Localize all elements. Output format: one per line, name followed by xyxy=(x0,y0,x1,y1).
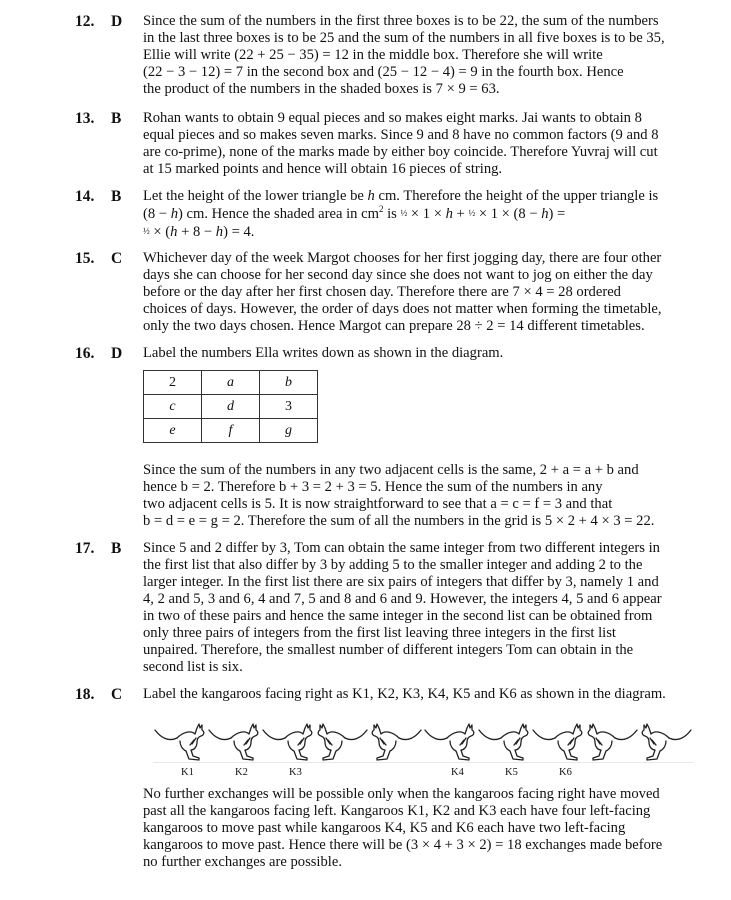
question-number: 18. xyxy=(75,686,95,703)
text-line: Since 5 and 2 differ by 3, Tom can obtain the same integer from two different integers in xyxy=(143,540,660,556)
variable-h: h xyxy=(367,188,375,204)
kangaroo-left-icon xyxy=(585,720,639,762)
question-number: 15. xyxy=(75,250,95,267)
answer-letter: C xyxy=(111,686,123,703)
grid-cell: e xyxy=(144,419,202,443)
question-number: 14. xyxy=(75,188,95,205)
solution-text xyxy=(143,250,693,335)
text-line: the product of the numbers in the shaded boxes is 7 × 9 = 63. xyxy=(143,81,500,97)
text-line: hence b = 2. Therefore b + 3 = 2 + 3 = 5. Hence the sum of the numbers in any xyxy=(143,479,603,495)
text-fragment: × 1 × xyxy=(407,206,446,222)
answer-letter: B xyxy=(111,188,122,205)
solution-text xyxy=(143,786,693,871)
answer-letter: B xyxy=(111,540,122,557)
text-line xyxy=(143,188,693,205)
text-line: unpaired. Therefore, the smallest number of different integers Tom can obtain in the xyxy=(143,642,634,658)
kangaroo-right-icon xyxy=(531,720,585,762)
text-line: Since the sum of the numbers in the first three boxes is to be 22, the sum of the numbers xyxy=(143,13,659,29)
variable-h: h xyxy=(541,206,549,222)
variable-h: h xyxy=(215,224,224,240)
text-fragment: × ( xyxy=(149,224,171,240)
text-line: equal pieces and so makes seven marks. Since 9 and 8 have no common factors (9 and 8 xyxy=(143,127,659,143)
answer-letter: D xyxy=(111,345,123,362)
kangaroo-left-icon xyxy=(315,720,369,762)
solution-text xyxy=(143,345,693,362)
intro-line: Label the kangaroos facing right as K1, K2, K3, K4, K5 and K6 as shown in the diagram. xyxy=(143,686,666,702)
text-line: choices of days. However, the order of days does not matter when forming the timetable, xyxy=(143,301,662,317)
text-line xyxy=(143,223,693,241)
grid-cell: b xyxy=(260,371,318,395)
text-line: two adjacent cells is 5. It is now straightforward to see that a = c = f = 3 and that xyxy=(143,496,613,512)
grid-cell: a xyxy=(202,371,260,395)
grid-cell: 2 xyxy=(144,371,202,395)
question-number: 16. xyxy=(75,345,95,362)
text-fragment: is xyxy=(383,206,401,222)
answer-letter: C xyxy=(111,250,123,267)
superscript: 2 xyxy=(378,204,384,215)
text-fragment: (8 − xyxy=(143,206,171,222)
kangaroo-right-icon xyxy=(423,720,477,762)
grid-cell: g xyxy=(260,419,318,443)
solution-text xyxy=(143,540,693,676)
grid-row xyxy=(144,419,318,443)
grid-cell: 3 xyxy=(260,395,318,419)
question-number: 17. xyxy=(75,540,95,557)
kangaroo-label: K6 xyxy=(559,767,572,778)
kangaroo-left-icon xyxy=(369,720,423,762)
kangaroo-right-icon xyxy=(261,720,315,762)
text-line: Since the sum of the numbers in any two adjacent cells is the same, 2 + a = a + b and xyxy=(143,462,639,478)
text-line: kangaroos to move past. Hence there will be (3 × 4 + 3 × 2) = 18 exchanges made before xyxy=(143,837,663,853)
fraction-half: ½ xyxy=(400,208,408,218)
text-fragment: × 1 × (8 − xyxy=(475,206,542,222)
fraction-half: ½ xyxy=(468,208,476,218)
text-line: No further exchanges will be possible only when the kangaroos facing right have moved xyxy=(143,786,660,802)
solution-text xyxy=(143,13,693,98)
grid-row xyxy=(144,395,318,419)
kangaroo-label: K3 xyxy=(289,767,302,778)
text-line: in two of these pairs and hence the same integer in the second list can be obtained from xyxy=(143,608,653,624)
text-line: at 15 marked points and hence will obtain 16 pieces of string. xyxy=(143,161,503,177)
grid-cell: f xyxy=(202,419,260,443)
text-line: b = d = e = g = 2. Therefore the sum of all the numbers in the grid is 5 × 2 + 4 × 3 = 22. xyxy=(143,513,655,529)
text-fragment: cm. Therefore the height of the upper triangle is xyxy=(374,188,659,204)
grid-cell: d xyxy=(202,395,260,419)
text-line xyxy=(143,205,693,223)
variable-h: h xyxy=(170,224,178,240)
text-line: the first list that also differ by 3 by adding 5 to the smaller integer and adding 2 to the xyxy=(143,557,643,573)
kangaroo-right-icon xyxy=(207,720,261,762)
text-line: in the last three boxes is to be 25 and the sum of the numbers in all five boxes is to be 35, xyxy=(143,30,665,46)
text-line: before or the day after her first chosen day. Therefore there are 7 × 4 = 28 ordered xyxy=(143,284,621,300)
text-line: are co-prime), none of the marks made by either boy coincide. Therefore Yuvraj will cut xyxy=(143,144,658,160)
text-line: days she can choose for her second day since she does not want to jog on either the day xyxy=(143,267,653,283)
fraction-half: ½ xyxy=(143,226,150,236)
text-line: kangaroos to move past while kangaroos K4, K5 and K6 each have two left-facing xyxy=(143,820,626,836)
label-grid xyxy=(143,370,318,443)
solution-text xyxy=(143,462,693,530)
text-line: second list is six. xyxy=(143,659,243,675)
variable-h: h xyxy=(170,206,178,222)
text-line: Whichever day of the week Margot chooses for her first jogging day, there are four other xyxy=(143,250,662,266)
text-line: 4, 2 and 5, 3 and 6, 4 and 7, 5 and 8 and 6 and 9. However, the integers 4, 5 and 6 appear xyxy=(143,591,662,607)
question-number: 13. xyxy=(75,110,95,127)
text-fragment: ) = xyxy=(548,206,566,222)
kangaroo-label: K4 xyxy=(451,767,464,778)
text-line: only the two days chosen. Hence Margot can prepare 28 ÷ 2 = 14 different timetables. xyxy=(143,318,645,334)
solution-text xyxy=(143,110,693,178)
text-line: past all the kangaroos facing left. Kangaroos K1, K2 and K3 each have four left-facing xyxy=(143,803,651,819)
text-line: larger integer. In the first list there are six pairs of integers that differ by 3, namely 1 and xyxy=(143,574,659,590)
kangaroo-label: K1 xyxy=(181,767,194,778)
text-line: Rohan wants to obtain 9 equal pieces and so makes eight marks. Jai wants to obtain 8 xyxy=(143,110,642,126)
text-line: Ellie will write (22 + 25 − 35) = 12 in the middle box. Therefore she will write xyxy=(143,47,603,63)
solution-text xyxy=(143,188,693,241)
intro-line: Label the numbers Ella writes down as shown in the diagram. xyxy=(143,345,504,361)
text-fragment: ) = 4. xyxy=(223,224,255,240)
text-line: (22 − 3 − 12) = 7 in the second box and (25 − 12 − 4) = 9 in the fourth box. Hence xyxy=(143,64,624,80)
grid-cell: c xyxy=(144,395,202,419)
text-fragment: + xyxy=(452,206,469,222)
variable-h: h xyxy=(445,206,453,222)
solution-text xyxy=(143,686,693,703)
text-fragment: + 8 − xyxy=(177,224,216,240)
kangaroo-label: K2 xyxy=(235,767,248,778)
kangaroo-left-icon xyxy=(639,720,693,762)
answer-letter: B xyxy=(111,110,122,127)
kangaroo-diagram xyxy=(153,720,693,763)
text-fragment: ) cm. Hence the shaded area in cm xyxy=(177,206,379,222)
text-line: no further exchanges are possible. xyxy=(143,854,342,870)
answer-letter: D xyxy=(111,13,123,30)
question-number: 12. xyxy=(75,13,95,30)
grid-row xyxy=(144,371,318,395)
text-line: only three pairs of integers from the first list leaving three integers in the first list xyxy=(143,625,616,641)
kangaroo-right-icon xyxy=(477,720,531,762)
text-fragment: Let the height of the lower triangle be xyxy=(143,188,368,204)
kangaroo-right-icon xyxy=(153,720,207,762)
kangaroo-label: K5 xyxy=(505,767,518,778)
